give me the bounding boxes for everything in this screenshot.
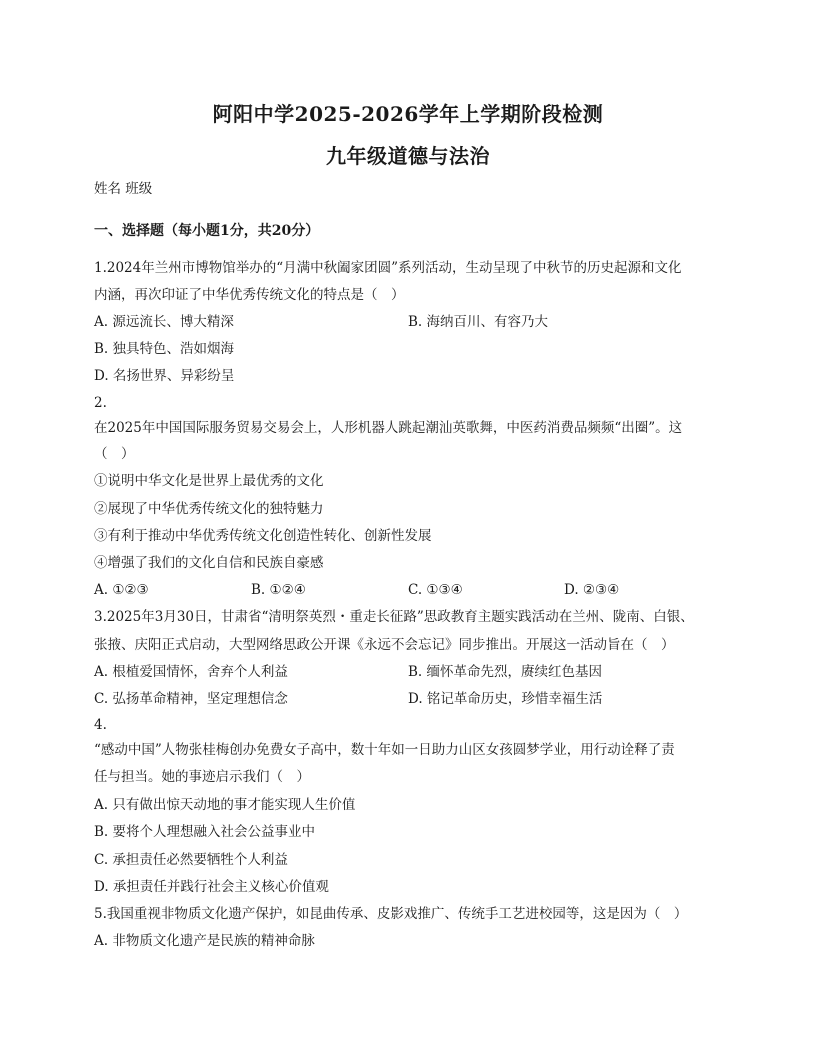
name-class-line: 姓名 班级 xyxy=(94,181,153,197)
q3-option-b: B. 缅怀革命先烈，赓续红色基因 xyxy=(408,664,603,680)
q4-option-b: B. 要将个人理想融入社会公益事业中 xyxy=(94,824,316,840)
q2-item-2: ②展现了中华优秀传统文化的独特魅力 xyxy=(94,501,324,517)
q3-stem-line1: 3.2025年3月30日，甘肃省“清明祭英烈・重走长征路”思政教育主题实践活动在兰州、陇南、白银、 xyxy=(94,609,694,625)
q2-item-3: ③有利于推动中华优秀传统文化创造性转化、创新性发展 xyxy=(94,528,432,544)
q3-option-c: C. 弘扬革命精神，坚定理想信念 xyxy=(94,691,288,707)
q1-stem-line2: 内涵，再次印证了中华优秀传统文化的特点是（ ） xyxy=(94,287,405,303)
document-subtitle: 九年级道德与法治 xyxy=(326,144,490,168)
q2-option-b: B. ①②④ xyxy=(251,582,306,598)
q3-stem-line2: 张掖、庆阳正式启动，大型网络思政公开课《永远不会忘记》同步推出。开展这一活动旨在（ ） xyxy=(94,637,675,653)
q2-stem-line2: （ ） xyxy=(94,446,135,462)
q2-option-a: A. ①②③ xyxy=(94,582,149,598)
q1-option-a: A. 源远流长、博大精深 xyxy=(94,314,234,330)
q2-number: 2. xyxy=(94,395,107,411)
q2-option-c: C. ①③④ xyxy=(408,582,463,598)
document-title: 阿阳中学2025-2026学年上学期阶段检测 xyxy=(212,102,604,126)
q4-number: 4. xyxy=(94,717,107,733)
q1-option-d: D. 名扬世界、异彩纷呈 xyxy=(94,368,235,384)
q1-stem-line1: 1.2024年兰州市博物馆举办的“月满中秋阖家团圆”系列活动，生动呈现了中秋节的历史起源和文化 xyxy=(94,260,682,276)
q4-option-d: D. 承担责任并践行社会主义核心价值观 xyxy=(94,879,329,895)
section-heading: 一、选择题（每小题1分，共20分） xyxy=(94,223,320,239)
q5-option-a: A. 非物质文化遗产是民族的精神命脉 xyxy=(94,933,315,949)
q1-option-b: B. 海纳百川、有容乃大 xyxy=(408,314,549,330)
q2-option-d: D. ②③④ xyxy=(564,582,620,598)
q4-stem-line2: 任与担当。她的事迹启示我们（ ） xyxy=(94,769,310,785)
q1-option-c: B. 独具特色、浩如烟海 xyxy=(94,341,235,357)
q4-option-a: A. 只有做出惊天动地的事才能实现人生价值 xyxy=(94,797,356,813)
q2-item-4: ④增强了我们的文化自信和民族自豪感 xyxy=(94,555,324,571)
q3-option-d: D. 铭记革命历史，珍惜幸福生活 xyxy=(408,691,603,707)
q4-stem-line1: “感动中国”人物张桂梅创办免费女子高中，数十年如一日助力山区女孩圆梦学业，用行动诠释了责 xyxy=(94,742,675,758)
q2-item-1: ①说明中华文化是世界上最优秀的文化 xyxy=(94,473,324,489)
q4-option-c: C. 承担责任必然要牺牲个人利益 xyxy=(94,852,288,868)
q2-stem-line1: 在2025年中国国际服务贸易交易会上，人形机器人跳起潮汕英歌舞，中医药消费品频频“出圈”。这 xyxy=(94,420,683,436)
q5-stem-line1: 5.我国重视非物质文化遗产保护，如昆曲传承、皮影戏推广、传统手工艺进校园等，这是因为（ ） xyxy=(94,906,688,922)
q3-option-a: A. 根植爱国情怀，舍弃个人利益 xyxy=(94,664,288,680)
